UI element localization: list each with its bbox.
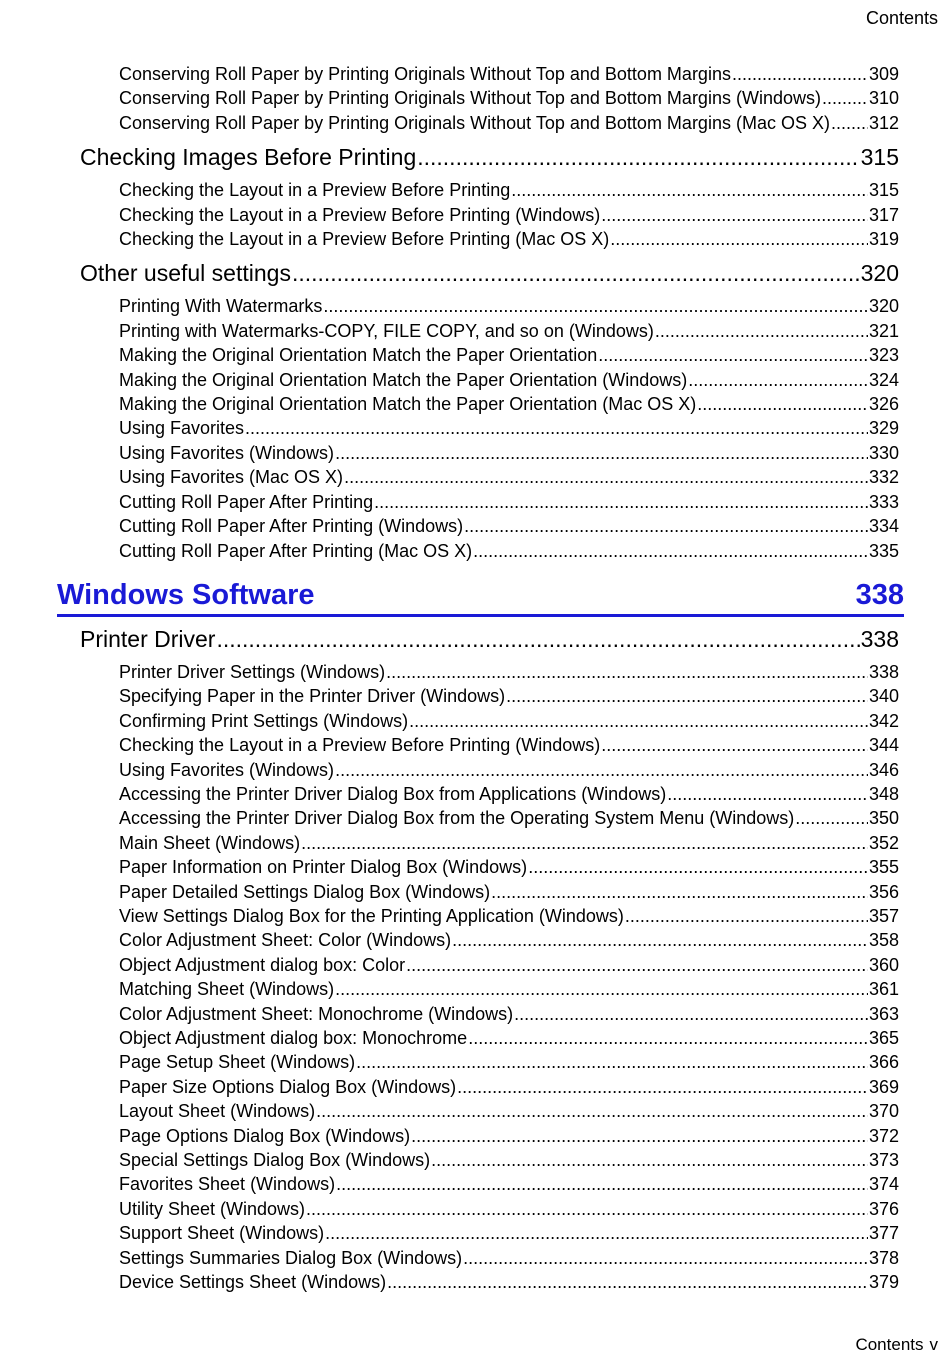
toc-subsection-link[interactable] bbox=[119, 855, 899, 879]
toc-entry-title: Color Adjustment Sheet: Monochrome (Windows) bbox=[119, 1003, 514, 1024]
toc-entry-title: Color Adjustment Sheet: Color (Windows) bbox=[119, 930, 452, 951]
toc-dot-leader bbox=[316, 1099, 868, 1123]
toc-subsection-link[interactable] bbox=[119, 514, 899, 538]
toc-entry-title: Accessing the Printer Driver Dialog Box from the Operating System Menu (Windows) bbox=[119, 808, 795, 829]
toc-entry-page: 315 bbox=[868, 180, 899, 201]
toc-dot-leader bbox=[464, 514, 868, 538]
toc-entry-title: Printing with Watermarks-COPY, FILE COPY, and so on (Windows) bbox=[119, 320, 654, 341]
toc-subsection-link[interactable] bbox=[119, 392, 899, 416]
toc-dot-leader bbox=[457, 1075, 868, 1099]
toc-dot-leader bbox=[301, 831, 868, 855]
toc-subsection-link[interactable] bbox=[119, 465, 899, 489]
toc-entry-title: Device Settings Sheet (Windows) bbox=[119, 1272, 387, 1293]
toc-dot-leader bbox=[431, 1148, 868, 1172]
toc-section-link[interactable] bbox=[80, 259, 899, 288]
toc-dot-leader bbox=[387, 1270, 868, 1294]
toc-dot-leader bbox=[831, 111, 868, 135]
toc-entry-page: 357 bbox=[868, 905, 899, 926]
toc-entry-page: 310 bbox=[868, 88, 899, 109]
toc-entry-page: 315 bbox=[860, 144, 899, 171]
toc-subsection-link[interactable] bbox=[119, 1099, 899, 1123]
toc-entry-page: 340 bbox=[868, 686, 899, 707]
toc-entry-title: Favorites Sheet (Windows) bbox=[119, 1174, 336, 1195]
toc-dot-leader bbox=[411, 1124, 868, 1148]
toc-entry-title: Cutting Roll Paper After Printing bbox=[119, 491, 374, 512]
toc-dot-leader bbox=[374, 490, 868, 514]
toc-entry-title: Conserving Roll Paper by Printing Originals Without Top and Bottom Margins (Mac OS X) bbox=[119, 112, 830, 133]
toc-entry-title: Paper Detailed Settings Dialog Box (Windows) bbox=[119, 881, 491, 902]
toc-entry-page: 350 bbox=[868, 808, 899, 829]
toc-entry-page: 338 bbox=[855, 578, 904, 611]
toc-dot-leader bbox=[325, 1221, 868, 1245]
toc-subsection-link[interactable] bbox=[119, 416, 899, 440]
toc-entry-title: Main Sheet (Windows) bbox=[119, 832, 301, 853]
toc-subsection-link[interactable] bbox=[119, 1075, 899, 1099]
toc-entry-title: Conserving Roll Paper by Printing Originals Without Top and Bottom Margins bbox=[119, 64, 731, 84]
toc-subsection-link[interactable] bbox=[119, 178, 899, 202]
toc-dot-leader bbox=[491, 880, 868, 904]
toc-subsection-link[interactable] bbox=[119, 319, 899, 343]
toc-subsection-link[interactable] bbox=[119, 203, 899, 227]
toc-dot-leader bbox=[732, 62, 868, 86]
toc-dot-leader bbox=[822, 86, 868, 110]
toc-entry-title: Making the Original Orientation Match the Paper Orientation bbox=[119, 345, 598, 366]
toc-dot-leader bbox=[795, 806, 868, 830]
toc-entry-title: Support Sheet (Windows) bbox=[119, 1223, 325, 1244]
toc-subsection-link[interactable] bbox=[119, 1270, 899, 1294]
toc-entry-title: Confirming Print Settings (Windows) bbox=[119, 710, 409, 731]
toc-subsection-link[interactable] bbox=[119, 441, 899, 465]
toc-subsection-link[interactable] bbox=[119, 684, 899, 708]
toc-dot-leader bbox=[336, 1172, 868, 1196]
toc-subsection-link[interactable] bbox=[119, 62, 899, 86]
toc-entry-title: Other useful settings bbox=[80, 260, 291, 287]
toc-entry-page: 360 bbox=[868, 954, 899, 975]
toc-entry-title: Checking the Layout in a Preview Before Printing bbox=[119, 180, 511, 201]
toc-subsection-link[interactable] bbox=[119, 343, 899, 367]
toc-subsection-link[interactable] bbox=[119, 1050, 899, 1074]
toc-entry-title: Utility Sheet (Windows) bbox=[119, 1198, 306, 1219]
toc-entry-page: 312 bbox=[868, 112, 899, 133]
toc-entry-title: Layout Sheet (Windows) bbox=[119, 1101, 316, 1122]
toc-entry-title: View Settings Dialog Box for the Printing Application (Windows) bbox=[119, 905, 624, 926]
toc-entry-page: 329 bbox=[868, 418, 899, 439]
toc-entry-title: Settings Summaries Dialog Box (Windows) bbox=[119, 1247, 463, 1268]
toc-entry-title: Paper Size Options Dialog Box (Windows) bbox=[119, 1076, 457, 1097]
toc-entry-page: 366 bbox=[868, 1052, 899, 1073]
toc-entry-page: 372 bbox=[868, 1125, 899, 1146]
toc-entry-title: Checking the Layout in a Preview Before Printing (Mac OS X) bbox=[119, 229, 610, 250]
footer-label: Contents bbox=[855, 1335, 924, 1354]
toc-entry-page: 317 bbox=[868, 204, 899, 225]
toc-entry-page: 326 bbox=[868, 394, 899, 415]
toc-entry-page: 352 bbox=[868, 832, 899, 853]
toc-entry-page: 338 bbox=[860, 625, 899, 652]
toc-entry-page: 370 bbox=[868, 1101, 899, 1122]
toc-dot-leader bbox=[417, 143, 859, 172]
toc-dot-leader bbox=[245, 416, 868, 440]
toc-dot-leader bbox=[344, 465, 868, 489]
toc-entry-page: 334 bbox=[868, 516, 899, 537]
toc-entry-title: Cutting Roll Paper After Printing (Mac OS X) bbox=[119, 540, 473, 561]
toc-entry-title: Using Favorites bbox=[119, 418, 245, 439]
toc-entry-page: 338 bbox=[868, 661, 899, 682]
toc-subsection-link[interactable] bbox=[119, 539, 899, 563]
toc-entry-title: Special Settings Dialog Box (Windows) bbox=[119, 1150, 431, 1171]
toc-subsection-link[interactable] bbox=[119, 709, 899, 733]
toc-entry-title: Page Options Dialog Box (Windows) bbox=[119, 1125, 411, 1146]
toc-subsection-link[interactable] bbox=[119, 782, 899, 806]
toc-subsection-link[interactable] bbox=[119, 1197, 899, 1221]
toc-subsection-link[interactable] bbox=[119, 294, 899, 318]
toc-entry-page: 348 bbox=[868, 783, 899, 804]
toc-dot-leader bbox=[473, 539, 868, 563]
toc-entry-title: Windows Software bbox=[57, 578, 315, 611]
toc-entry-page: 363 bbox=[868, 1003, 899, 1024]
toc-entry-page: 355 bbox=[868, 857, 899, 878]
page-footer bbox=[855, 1335, 938, 1355]
toc-section-link[interactable] bbox=[80, 143, 899, 172]
table-of-contents bbox=[0, 62, 950, 1294]
toc-dot-leader bbox=[601, 203, 868, 227]
toc-entry-page: 333 bbox=[868, 491, 899, 512]
toc-entry-title: Using Favorites (Windows) bbox=[119, 442, 335, 463]
toc-entry-page: 379 bbox=[868, 1272, 899, 1293]
toc-subsection-link[interactable] bbox=[119, 111, 899, 135]
footer-page-number: v bbox=[929, 1335, 938, 1354]
toc-subsection-link[interactable] bbox=[119, 490, 899, 514]
toc-entry-page: 378 bbox=[868, 1247, 899, 1268]
toc-entry-page: 320 bbox=[860, 260, 899, 287]
toc-dot-leader bbox=[335, 977, 868, 1001]
toc-entry-page: 321 bbox=[868, 320, 899, 341]
toc-entry-page: 320 bbox=[868, 296, 899, 317]
toc-entry-title: Matching Sheet (Windows) bbox=[119, 979, 335, 1000]
toc-chapter-heading[interactable] bbox=[57, 577, 904, 617]
toc-subsection-link[interactable] bbox=[119, 227, 899, 251]
toc-dot-leader bbox=[356, 1050, 868, 1074]
toc-subsection-link[interactable] bbox=[119, 904, 899, 928]
toc-entry-title: Using Favorites (Mac OS X) bbox=[119, 467, 344, 488]
toc-entry-title: Cutting Roll Paper After Printing (Windows) bbox=[119, 516, 464, 537]
toc-entry-page: 309 bbox=[868, 64, 899, 84]
toc-subsection-link[interactable] bbox=[119, 928, 899, 952]
toc-subsection-link[interactable] bbox=[119, 1148, 899, 1172]
toc-dot-leader bbox=[216, 625, 859, 654]
toc-entry-title: Checking the Layout in a Preview Before Printing (Windows) bbox=[119, 735, 601, 756]
toc-subsection-link[interactable] bbox=[119, 1172, 899, 1196]
toc-dot-leader bbox=[463, 1246, 868, 1270]
toc-dot-leader bbox=[598, 343, 868, 367]
toc-entry-page: 332 bbox=[868, 467, 899, 488]
toc-dot-leader bbox=[306, 1197, 868, 1221]
toc-subsection-link[interactable] bbox=[119, 880, 899, 904]
toc-subsection-link[interactable] bbox=[119, 1124, 899, 1148]
toc-dot-leader bbox=[667, 782, 868, 806]
toc-entry-page: 342 bbox=[868, 710, 899, 731]
toc-subsection-link[interactable] bbox=[119, 733, 899, 757]
toc-subsection-link[interactable] bbox=[119, 368, 899, 392]
toc-entry-page: 373 bbox=[868, 1150, 899, 1171]
toc-entry-page: 361 bbox=[868, 979, 899, 1000]
toc-dot-leader bbox=[601, 733, 868, 757]
toc-entry-title: Printer Driver bbox=[80, 625, 216, 652]
toc-entry-title: Printer Driver Settings (Windows) bbox=[119, 661, 386, 682]
toc-dot-leader bbox=[386, 660, 868, 684]
toc-entry-title: Making the Original Orientation Match the Paper Orientation (Mac OS X) bbox=[119, 394, 697, 415]
toc-entry-title: Using Favorites (Windows) bbox=[119, 759, 335, 780]
toc-dot-leader bbox=[406, 953, 868, 977]
toc-subsection-link[interactable] bbox=[119, 86, 899, 110]
toc-entry-page: 330 bbox=[868, 442, 899, 463]
toc-subsection-link[interactable] bbox=[119, 977, 899, 1001]
toc-entry-title: Page Setup Sheet (Windows) bbox=[119, 1052, 356, 1073]
toc-entry-page: 358 bbox=[868, 930, 899, 951]
toc-entry-page: 335 bbox=[868, 540, 899, 561]
toc-dot-leader bbox=[335, 441, 868, 465]
toc-dot-leader bbox=[625, 904, 868, 928]
toc-dot-leader bbox=[511, 178, 868, 202]
toc-dot-leader bbox=[292, 259, 860, 288]
page-header-title: Contents bbox=[865, 8, 938, 28]
toc-entry-title: Object Adjustment dialog box: Monochrome bbox=[119, 1028, 468, 1048]
toc-entry-page: 323 bbox=[868, 345, 899, 366]
toc-entry-page: 365 bbox=[868, 1028, 899, 1048]
toc-entry-page: 374 bbox=[868, 1174, 899, 1195]
toc-entry-page: 376 bbox=[868, 1198, 899, 1219]
toc-dot-leader bbox=[323, 294, 868, 318]
toc-entry-title: Paper Information on Printer Dialog Box (Windows) bbox=[119, 857, 528, 878]
toc-dot-leader bbox=[610, 227, 868, 251]
toc-subsection-link[interactable] bbox=[119, 1002, 899, 1026]
toc-dot-leader bbox=[506, 684, 868, 708]
toc-dot-leader bbox=[409, 709, 868, 733]
toc-entry-page: 377 bbox=[868, 1223, 899, 1244]
toc-dot-leader bbox=[335, 758, 868, 782]
toc-entry-title: Specifying Paper in the Printer Driver (Windows) bbox=[119, 686, 506, 707]
toc-dot-leader bbox=[468, 1026, 868, 1050]
toc-subsection-link[interactable] bbox=[119, 1221, 899, 1245]
toc-subsection-link[interactable] bbox=[119, 831, 899, 855]
toc-entry-title: Printing With Watermarks bbox=[119, 296, 323, 317]
toc-entry-page: 319 bbox=[868, 229, 899, 250]
toc-dot-leader bbox=[528, 855, 868, 879]
toc-subsection-link[interactable] bbox=[119, 758, 899, 782]
toc-entry-title: Checking Images Before Printing bbox=[80, 144, 417, 171]
toc-subsection-link[interactable] bbox=[119, 1026, 899, 1050]
toc-entry-title: Object Adjustment dialog box: Color bbox=[119, 954, 406, 975]
toc-subsection-link[interactable] bbox=[119, 953, 899, 977]
toc-entry-page: 344 bbox=[868, 735, 899, 756]
toc-entry-page: 346 bbox=[868, 759, 899, 780]
toc-entry-page: 324 bbox=[868, 369, 899, 390]
toc-entry-title: Checking the Layout in a Preview Before Printing (Windows) bbox=[119, 204, 601, 225]
toc-dot-leader bbox=[514, 1002, 868, 1026]
toc-section-link[interactable] bbox=[80, 625, 899, 654]
toc-entry-title: Accessing the Printer Driver Dialog Box from Applications (Windows) bbox=[119, 783, 667, 804]
toc-subsection-link[interactable] bbox=[119, 806, 899, 830]
toc-entry-title: Making the Original Orientation Match the Paper Orientation (Windows) bbox=[119, 369, 688, 390]
toc-entry-page: 356 bbox=[868, 881, 899, 902]
toc-subsection-link[interactable] bbox=[119, 1246, 899, 1270]
toc-dot-leader bbox=[655, 319, 868, 343]
toc-subsection-link[interactable] bbox=[119, 660, 899, 684]
toc-entry-page: 369 bbox=[868, 1076, 899, 1097]
toc-dot-leader bbox=[697, 392, 868, 416]
toc-dot-leader bbox=[688, 368, 868, 392]
toc-entry-title: Conserving Roll Paper by Printing Originals Without Top and Bottom Margins (Windows) bbox=[119, 88, 821, 109]
toc-dot-leader bbox=[452, 928, 868, 952]
